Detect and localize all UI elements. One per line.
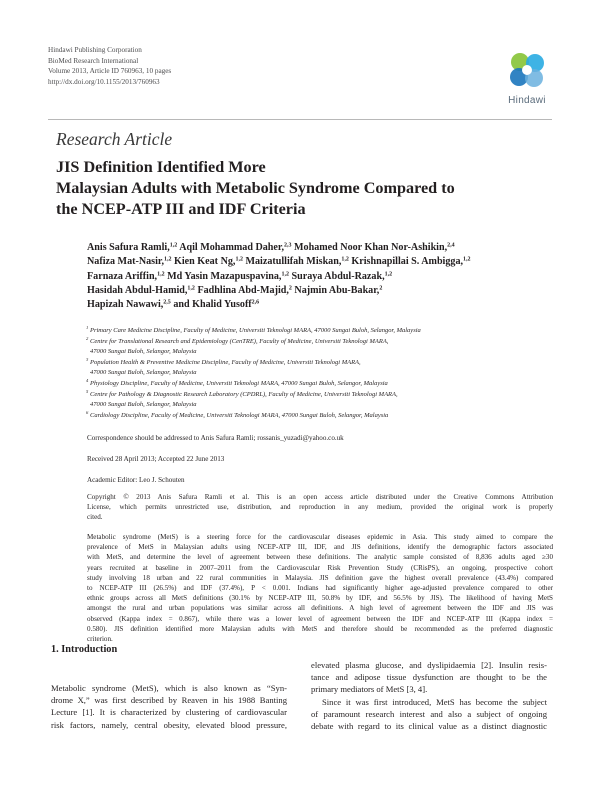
author-name: Nafiza Mat-Nasir, [87,256,164,268]
author-line [87,284,557,298]
correspondence: Correspondence should be addressed to Anis Safura Ramli; rossanis_yuzadi@yahoo.co.uk [87,434,344,442]
copyright-line: License, which permits unrestricted use, distribution, and reproduction in any medium, provided the original work is properly [87,503,553,512]
affiliation-number: 2 [86,335,89,341]
affiliation-number: 3 [86,356,89,362]
paper-title [56,157,556,219]
author-name: Hapizah Nawawi, [87,299,164,311]
affiliation-number: 4 [86,377,89,383]
affiliation [87,358,557,369]
body-line: risk factors, namely, central obesity, elevated blood pressure, [51,719,287,730]
received-dates: Received 28 April 2013; Accepted 22 June 2013 [87,455,225,463]
copyright-line: Copyright © 2013 Anis Safura Ramli et al. This is an open access article distributed under the Creative Commons Attribution [87,493,553,501]
title-line: JIS Definition Identified More [56,158,266,176]
abstract-line: to NCEP-ATP III (26.5%) and IDF (37.4%), P < 0.001. Indians had significantly higher age-adjusted prevalence compared to other [87,584,553,593]
body-line: drome X,” was first described by Reaven in his 1988 Banting [51,695,287,706]
abstract [87,532,553,644]
affiliation [87,411,557,422]
author-affiliation-marker: 2,5 [163,299,171,306]
author-line [87,270,557,284]
author-affiliation-marker: 1,2 [235,256,243,263]
author-affiliation-marker: 1,2 [164,256,172,263]
affiliation-number: 5 [86,388,89,394]
abstract-line: ethnic groups across all MetS definitions (30.1% by NCEP-ATP III, 50.8% by IDF, and 56.5% by JIS). The likelihood of having MetS [87,594,553,603]
abstract-line: amongst the rural and urban populations was similar across all definitions. A high level of agreement between the IDF and JIS was [87,604,553,613]
affiliation-list [87,326,557,421]
copyright-line: cited. [87,513,103,522]
affiliation-text: 47000 Sungai Buloh, Selangor, Malaysia [90,348,197,356]
affiliation [87,326,557,337]
abstract-line: criterion. [87,635,113,644]
abstract-line: Metabolic syndrome (MetS) is a steering force for the cardiovascular diseases epidemic in Asia. This study aimed to compare the [87,533,553,541]
affiliation [87,337,557,348]
author-affiliation-marker: 1,2 [281,271,289,278]
author-name: Anis Safura Ramli, [87,242,170,253]
section-heading: 1. Introduction [51,644,118,655]
abstract-line: observed (Kappa index = 0.867), while there was a lower level of agreement between the IDF and NCEP-ATP III (Kappa index = [87,614,553,623]
volume-info: Volume 2013, Article ID 760963, 10 pages [48,67,172,76]
academic-editor: Academic Editor: Leo J. Schouten [87,476,185,484]
affiliation-number: 6 [86,409,89,415]
author-affiliation-marker: 2,3 [283,242,292,249]
author-name: Suraya Abdul-Razak, [291,270,385,282]
author-affiliation-marker: 2,6 [251,299,260,306]
body-column-right [311,659,547,732]
author-line [87,298,557,312]
abstract-line: prevalence of MetS in Malaysian adults using NCEP-ATP III, IDF, and JIS definitions, identify the demographic factors associated [87,543,553,552]
abstract-line: with MetS, and determine the level of agreement between these definitions. The analytic sample consisted of 8,836 adults aged ≥30 [87,553,553,562]
title-line: the NCEP-ATP III and IDF Criteria [56,199,306,218]
abstract-line: study involving 18 urban and 22 rural communities in Malaysia. JIS definition gave the highest overall prevalence (43.4%) compared [87,573,553,582]
affiliation-number: 1 [86,325,89,330]
author-name: Mohamed Noor Khan Nor-Ashikin, [294,242,448,253]
affiliation-text: 47000 Sungai Buloh, Selangor, Malaysia [90,369,197,377]
author-affiliation-marker: 1,2 [384,271,393,278]
author-name: Krishnapillai S. Ambigga, [351,256,464,268]
author-affiliation-marker: 2 [379,285,383,292]
header-divider [48,119,552,120]
body-line: Since it was first introduced, MetS has become the subject [322,696,547,707]
body-line: Metabolic syndrome (MetS), which is also known as “Syn- [51,683,287,693]
body-line: debate with regard to its clinical value as a distinct diagnostic [311,721,547,732]
author-affiliation-marker: 1,2 [341,256,349,263]
author-affiliation-marker: 1,2 [157,271,165,278]
author-name: Aqil Mohammad Daher, [179,242,284,253]
author-affiliation-marker: 2,4 [447,242,455,249]
author-name: Kien Keat Ng, [174,256,236,268]
author-list [87,241,557,312]
abstract-line: 0.580). JIS definition identified more Malaysian adults with MetS and therefore should be recommended as the preferred diagnostic [87,624,553,633]
affiliation-text: Population Health & Preventive Medicine Discipline, Faculty of Medicine, Universiti Teknologi MARA, [90,358,361,366]
affiliation-text: Primary Care Medicine Discipline, Faculty of Medicine, Universiti Teknologi MARA, 47000 Sungai Buloh, Selangor, Malaysia [90,327,421,334]
affiliation-text: Centre for Pathology & Diagnostic Research Laboratory (CPDRL), Faculty of Medicine, Universiti Teknologi MARA, [90,390,398,398]
copyright-notice [87,492,553,523]
author-affiliation-marker: 1,2 [169,242,178,249]
body-line: Lecture [1]. It is characterized by clustering of cardiovascular [51,707,287,718]
author-name: Maizatullifah Miskan, [245,256,342,268]
affiliation-text: Centre for Translational Research and Epidemiology (CenTRE), Faculty of Medicine, Universiti Teknologi MARA, [90,337,389,345]
author-name: Fadhlina Abd-Majid, [197,284,289,296]
hindawi-wordmark: Hindawi [508,95,546,106]
journal-header [48,45,171,87]
author-name: Farnaza Ariffin, [87,270,158,282]
body-line: of paramount research interest and also a subject of ongoing [311,708,547,719]
article-type: Research Article [56,129,173,149]
journal-name: BioMed Research International [48,56,139,65]
affiliation-text: Physiology Discipline, Faculty of Medicine, Universiti Teknologi MARA, 47000 Sungai Buloh, Selangor, Malaysia [90,379,388,387]
author-affiliation-marker: 1,2 [463,256,471,263]
body-line: elevated plasma glucose, and dyslipidaemia [2]. Insulin resis- [311,660,547,670]
author-name: Md Yasin Mazapuspavina, [167,270,282,282]
author-name: and Khalid Yusoff [173,299,252,311]
affiliation-text: Cardiology Discipline, Faculty of Medicine, Universiti Teknologi MARA, 47000 Sungai Buloh, Selangor, Malaysia [90,411,389,419]
body-line: primary mediators of MetS [3, 4]. [311,684,428,695]
doi-link[interactable]: http://dx.doi.org/10.1155/2013/760963 [48,77,160,86]
title-line: Malaysian Adults with Metabolic Syndrome Compared to [56,178,455,197]
author-line [87,255,557,269]
author-name: Hasidah Abdul-Hamid, [87,284,188,296]
author-affiliation-marker: 1,2 [187,285,195,292]
author-name: Najmin Abu-Bakar, [294,284,380,296]
publisher-name: Hindawi Publishing Corporation [48,46,142,54]
affiliation [87,390,557,401]
affiliation [87,379,557,390]
author-affiliation-marker: 2 [288,285,292,292]
author-line [87,241,557,255]
body-line: tance and adipose tissue dysfunction are thought to be the [311,672,547,683]
body-column-left [51,682,287,731]
abstract-line: years recruited at baseline in 2007–2011 from the Cardiovascular Risk Prevention Study (CRisPS), an ongoing, prospective cohort [87,563,553,572]
affiliation-text: 47000 Sungai Buloh, Selangor, Malaysia [90,401,197,409]
